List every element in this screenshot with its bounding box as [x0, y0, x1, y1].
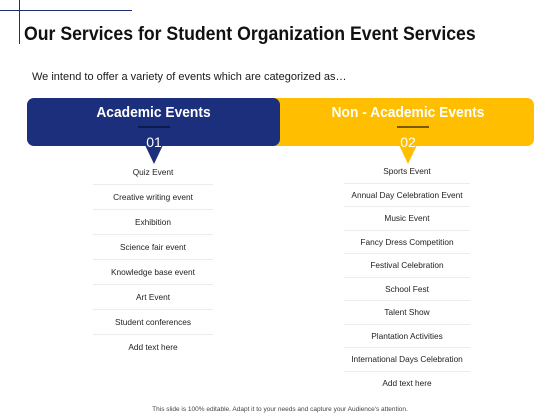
list-item: Add text here: [382, 377, 432, 388]
page-title: Our Services for Student Organization Event Services: [24, 24, 476, 45]
academic-number: 01: [146, 134, 162, 150]
footer-note: This slide is 100% editable. Adapt it to your needs and capture your Audience's attention.: [152, 406, 408, 413]
academic-events-list: [93, 160, 213, 359]
non-academic-heading-underline: [397, 126, 429, 128]
list-item: Music Event: [344, 207, 470, 231]
list-item: Add text here: [128, 342, 178, 352]
non-academic-events-heading: Non - Academic Events: [331, 104, 485, 121]
non-academic-events-list: [344, 160, 470, 394]
corner-line-vertical: [19, 0, 20, 44]
list-item: Art Event: [93, 285, 213, 310]
list-item: Creative writing event: [93, 185, 213, 210]
list-item: Sports Event: [344, 160, 470, 184]
list-item: Fancy Dress Competition: [344, 231, 470, 255]
list-item: Festival Celebration: [344, 254, 470, 278]
list-item: Knowledge base event: [93, 260, 213, 285]
list-item: Student conferences: [93, 310, 213, 335]
list-item: International Days Celebration: [344, 348, 470, 372]
list-item: Quiz Event: [93, 160, 213, 185]
non-academic-number: 02: [400, 134, 416, 150]
list-item: Annual Day Celebration Event: [344, 184, 470, 208]
academic-events-heading: Academic Events: [96, 104, 211, 121]
page-subtitle: We intend to offer a variety of events which are categorized as…: [32, 71, 347, 83]
list-item: Plantation Activities: [344, 325, 470, 349]
list-item: School Fest: [344, 278, 470, 302]
academic-heading-underline: [138, 126, 170, 128]
list-item: Talent Show: [344, 301, 470, 325]
list-item: Science fair event: [93, 235, 213, 260]
list-item: Exhibition: [93, 210, 213, 235]
